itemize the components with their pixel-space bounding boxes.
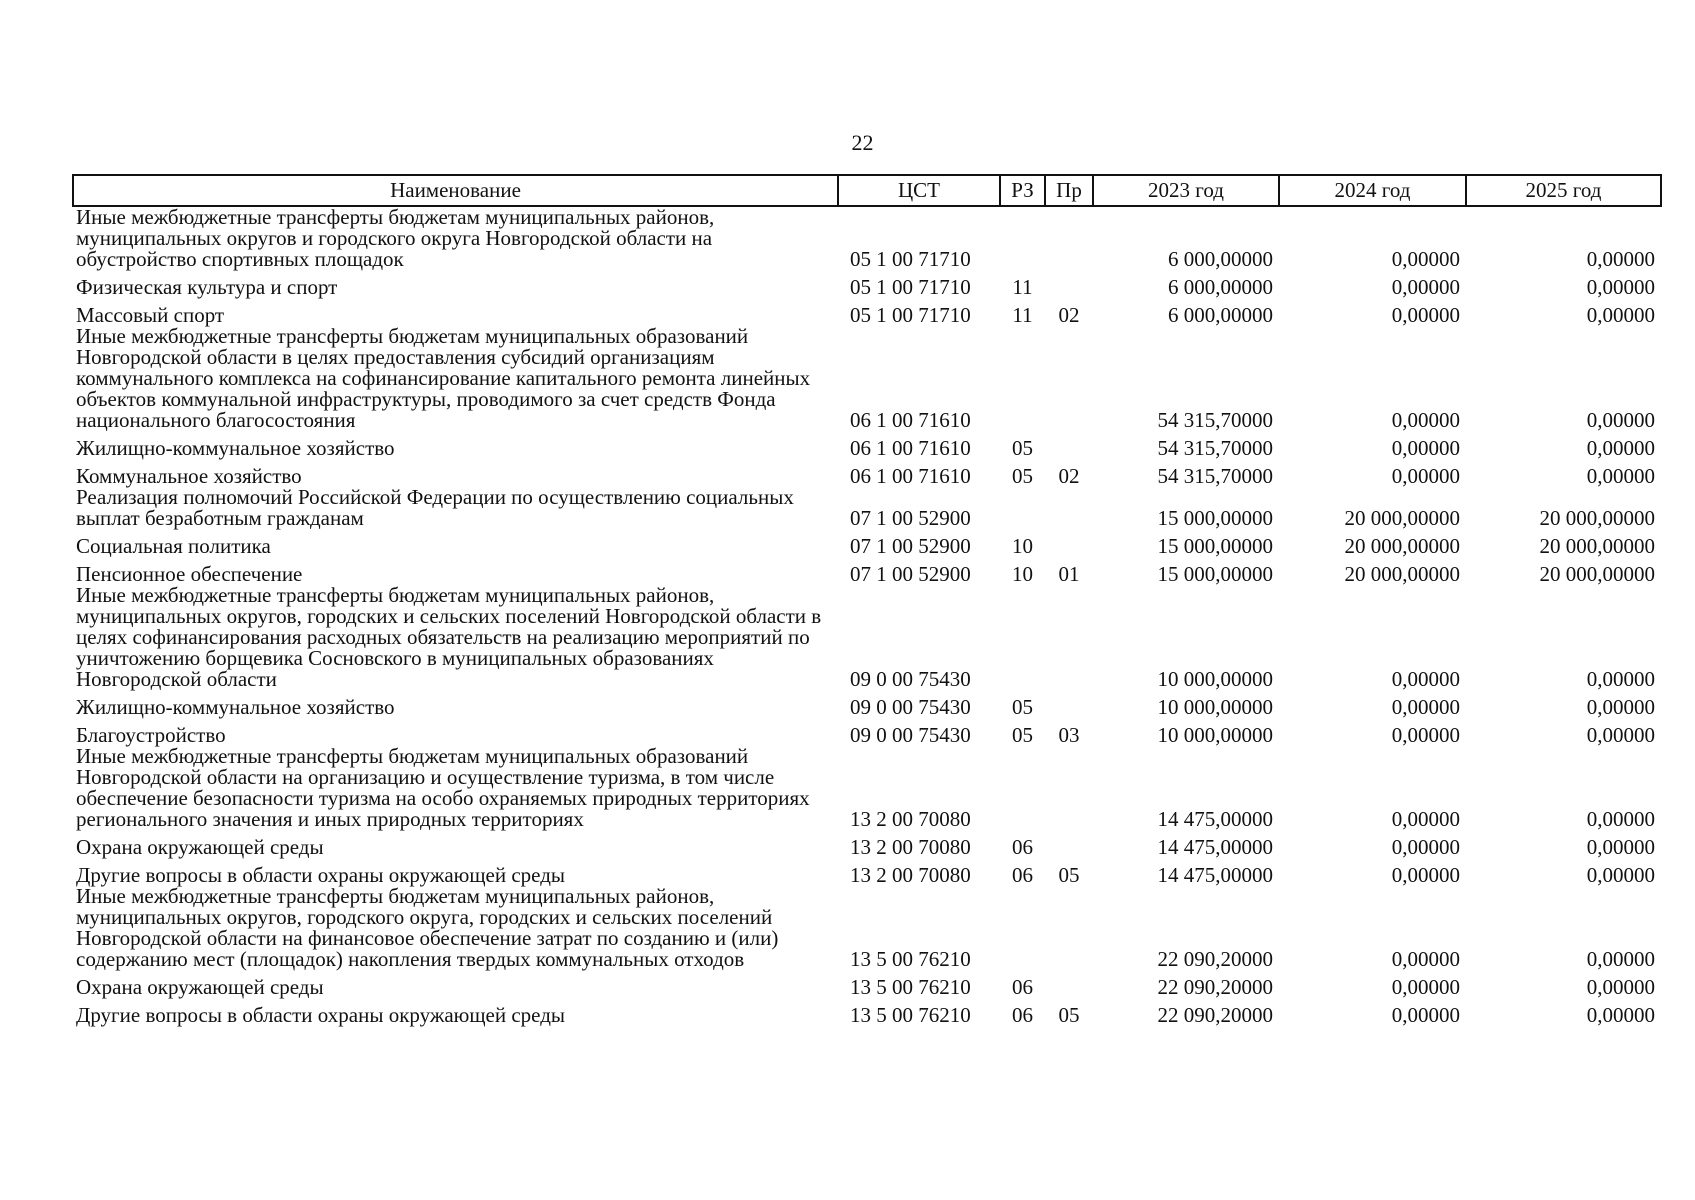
column-header-2024: 2024 год bbox=[1279, 175, 1466, 206]
table-row bbox=[73, 206, 1661, 270]
subsection-code: 03 bbox=[1058, 723, 1080, 747]
table-row bbox=[73, 557, 1661, 585]
subsection-code bbox=[1045, 529, 1093, 557]
amount-2023: 15 000,00000 bbox=[1157, 562, 1273, 586]
section-code: 05 bbox=[1012, 436, 1033, 460]
table-row bbox=[73, 431, 1661, 459]
subsection-code: 05 bbox=[1058, 863, 1080, 887]
item-name: Иные межбюджетные трансферты бюджетам муниципальных районов, муниципальных округов, городского округа, городских и сельских поселений Новгородской области на финансовое обеспечение затрат по созданию и (или) содержанию мест (площадок) накопления твердых коммунальных отходов bbox=[76, 884, 779, 971]
subsection-code bbox=[1045, 585, 1093, 690]
subsection-code bbox=[1045, 206, 1093, 270]
amount-2025: 0,00000 bbox=[1586, 303, 1655, 327]
target-article-code: 07 1 00 52900 bbox=[850, 534, 971, 558]
subsection-code bbox=[1045, 326, 1093, 431]
amount-2023: 10 000,00000 bbox=[1157, 667, 1273, 691]
column-header-rz: РЗ bbox=[1000, 175, 1045, 206]
column-header-name: Наименование bbox=[73, 175, 838, 206]
target-article-code: 05 1 00 71710 bbox=[850, 247, 971, 271]
amount-2025: 0,00000 bbox=[1586, 247, 1655, 271]
amount-2025: 20 000,00000 bbox=[1539, 506, 1655, 530]
item-name: Реализация полномочий Российской Федерации по осуществлению социальных выплат безработным гражданам bbox=[76, 485, 794, 530]
amount-2024: 0,00000 bbox=[1391, 807, 1460, 831]
table-body bbox=[73, 206, 1661, 1026]
column-header-2025: 2025 год bbox=[1466, 175, 1661, 206]
table-row bbox=[73, 718, 1661, 746]
table-row bbox=[73, 970, 1661, 998]
amount-2025: 0,00000 bbox=[1586, 723, 1655, 747]
amount-2024: 0,00000 bbox=[1391, 975, 1460, 999]
section-code: 05 bbox=[1012, 695, 1033, 719]
table-row bbox=[73, 326, 1661, 431]
section-code bbox=[1000, 326, 1045, 431]
item-name: Иные межбюджетные трансферты бюджетам муниципальных образований Новгородской области в целях предоставления субсидий организациям коммунального комплекса на софинансирование капитального ремонта линейных объектов коммунальной инфраструктуры, проводимого за счет средств Фонда национального благосостояния bbox=[76, 324, 811, 432]
amount-2023: 6 000,00000 bbox=[1168, 303, 1273, 327]
amount-2023: 22 090,20000 bbox=[1157, 975, 1273, 999]
table-header-row bbox=[73, 175, 1661, 206]
section-code: 11 bbox=[1012, 275, 1033, 299]
amount-2025: 0,00000 bbox=[1586, 695, 1655, 719]
amount-2025: 20 000,00000 bbox=[1539, 534, 1655, 558]
amount-2023: 6 000,00000 bbox=[1168, 247, 1273, 271]
amount-2025: 0,00000 bbox=[1586, 947, 1655, 971]
target-article-code: 09 0 00 75430 bbox=[850, 695, 971, 719]
section-code: 06 bbox=[1012, 1003, 1033, 1027]
item-name: Другие вопросы в области охраны окружающей среды bbox=[76, 863, 565, 887]
amount-2025: 0,00000 bbox=[1586, 835, 1655, 859]
amount-2025: 0,00000 bbox=[1586, 975, 1655, 999]
item-name: Иные межбюджетные трансферты бюджетам муниципальных районов, муниципальных округов и городского округа Новгородской области на обустройство спортивных площадок bbox=[76, 205, 715, 271]
item-name: Иные межбюджетные трансферты бюджетам муниципальных образований Новгородской области на организацию и осуществление туризма, в том числе обеспечение безопасности туризма на особо охраняемых природных территориях регионального значения и иных природных территориях bbox=[76, 744, 810, 831]
table-row bbox=[73, 585, 1661, 690]
item-name: Социальная политика bbox=[76, 534, 271, 558]
section-code bbox=[1000, 487, 1045, 529]
target-article-code: 06 1 00 71610 bbox=[850, 408, 971, 432]
amount-2023: 54 315,70000 bbox=[1157, 408, 1273, 432]
target-article-code: 05 1 00 71710 bbox=[850, 303, 971, 327]
item-name: Массовый спорт bbox=[76, 303, 225, 327]
amount-2025: 0,00000 bbox=[1586, 408, 1655, 432]
amount-2024: 0,00000 bbox=[1391, 947, 1460, 971]
amount-2024: 0,00000 bbox=[1391, 247, 1460, 271]
item-name: Благоустройство bbox=[76, 723, 226, 747]
budget-table bbox=[72, 174, 1662, 1026]
table-row bbox=[73, 298, 1661, 326]
section-code: 05 bbox=[1012, 464, 1033, 488]
amount-2023: 10 000,00000 bbox=[1157, 695, 1273, 719]
section-code bbox=[1000, 585, 1045, 690]
item-name: Иные межбюджетные трансферты бюджетам муниципальных районов, муниципальных округов, городских и сельских поселений Новгородской области в целях софинансирования расходных обязательств на реализацию мероприятий по уничтожению борщевика Сосновского в муниципальных образованиях Новгородской области bbox=[76, 583, 822, 691]
amount-2023: 15 000,00000 bbox=[1157, 506, 1273, 530]
target-article-code: 05 1 00 71710 bbox=[850, 275, 971, 299]
amount-2024: 0,00000 bbox=[1391, 408, 1460, 432]
table-row bbox=[73, 830, 1661, 858]
section-code bbox=[1000, 746, 1045, 830]
section-code bbox=[1000, 886, 1045, 970]
subsection-code bbox=[1045, 270, 1093, 298]
amount-2023: 10 000,00000 bbox=[1157, 723, 1273, 747]
amount-2025: 0,00000 bbox=[1586, 436, 1655, 460]
target-article-code: 09 0 00 75430 bbox=[850, 667, 971, 691]
item-name: Охрана окружающей среды bbox=[76, 975, 324, 999]
amount-2023: 54 315,70000 bbox=[1157, 464, 1273, 488]
section-code: 10 bbox=[1012, 562, 1033, 586]
item-name: Жилищно-коммунальное хозяйство bbox=[76, 695, 395, 719]
amount-2024: 0,00000 bbox=[1391, 1003, 1460, 1027]
item-name: Коммунальное хозяйство bbox=[76, 464, 302, 488]
table-row bbox=[73, 529, 1661, 557]
amount-2023: 15 000,00000 bbox=[1157, 534, 1273, 558]
amount-2023: 14 475,00000 bbox=[1157, 835, 1273, 859]
amount-2024: 0,00000 bbox=[1391, 275, 1460, 299]
amount-2023: 14 475,00000 bbox=[1157, 807, 1273, 831]
target-article-code: 13 5 00 76210 bbox=[850, 975, 971, 999]
item-name: Охрана окружающей среды bbox=[76, 835, 324, 859]
subsection-code bbox=[1045, 431, 1093, 459]
amount-2024: 0,00000 bbox=[1391, 863, 1460, 887]
subsection-code bbox=[1045, 830, 1093, 858]
section-code: 05 bbox=[1012, 723, 1033, 747]
item-name: Физическая культура и спорт bbox=[76, 275, 338, 299]
subsection-code bbox=[1045, 886, 1093, 970]
amount-2023: 14 475,00000 bbox=[1157, 863, 1273, 887]
section-code: 06 bbox=[1012, 835, 1033, 859]
target-article-code: 13 2 00 70080 bbox=[850, 863, 971, 887]
target-article-code: 13 2 00 70080 bbox=[850, 835, 971, 859]
amount-2024: 0,00000 bbox=[1391, 695, 1460, 719]
amount-2024: 20 000,00000 bbox=[1344, 534, 1460, 558]
subsection-code bbox=[1045, 746, 1093, 830]
amount-2024: 0,00000 bbox=[1391, 667, 1460, 691]
target-article-code: 06 1 00 71610 bbox=[850, 464, 971, 488]
table-row bbox=[73, 746, 1661, 830]
subsection-code: 05 bbox=[1058, 1003, 1080, 1027]
table-row bbox=[73, 487, 1661, 529]
target-article-code: 07 1 00 52900 bbox=[850, 562, 971, 586]
section-code bbox=[1000, 206, 1045, 270]
amount-2025: 0,00000 bbox=[1586, 667, 1655, 691]
amount-2024: 20 000,00000 bbox=[1344, 506, 1460, 530]
amount-2025: 0,00000 bbox=[1586, 863, 1655, 887]
table-row bbox=[73, 270, 1661, 298]
column-header-2023: 2023 год bbox=[1093, 175, 1279, 206]
target-article-code: 09 0 00 75430 bbox=[850, 723, 971, 747]
target-article-code: 06 1 00 71610 bbox=[850, 436, 971, 460]
amount-2023: 22 090,20000 bbox=[1157, 1003, 1273, 1027]
amount-2024: 0,00000 bbox=[1391, 303, 1460, 327]
subsection-code bbox=[1045, 970, 1093, 998]
subsection-code: 01 bbox=[1058, 562, 1080, 586]
table-row bbox=[73, 858, 1661, 886]
section-code: 06 bbox=[1012, 975, 1033, 999]
subsection-code bbox=[1045, 690, 1093, 718]
subsection-code bbox=[1045, 487, 1093, 529]
subsection-code: 02 bbox=[1058, 303, 1080, 327]
subsection-code: 02 bbox=[1058, 464, 1080, 488]
section-code: 11 bbox=[1012, 303, 1033, 327]
table-row bbox=[73, 886, 1661, 970]
target-article-code: 13 2 00 70080 bbox=[850, 807, 971, 831]
target-article-code: 13 5 00 76210 bbox=[850, 1003, 971, 1027]
amount-2025: 0,00000 bbox=[1586, 807, 1655, 831]
page-number: 22 bbox=[851, 130, 874, 155]
amount-2025: 0,00000 bbox=[1586, 464, 1655, 488]
section-code: 06 bbox=[1012, 863, 1033, 887]
table-row bbox=[73, 998, 1661, 1026]
column-header-cst: ЦСТ bbox=[838, 175, 1000, 206]
amount-2023: 6 000,00000 bbox=[1168, 275, 1273, 299]
item-name: Пенсионное обеспечение bbox=[76, 562, 303, 586]
column-header-pr: Пр bbox=[1045, 175, 1093, 206]
item-name: Другие вопросы в области охраны окружающей среды bbox=[76, 1003, 565, 1027]
amount-2024: 0,00000 bbox=[1391, 436, 1460, 460]
amount-2023: 22 090,20000 bbox=[1157, 947, 1273, 971]
amount-2025: 0,00000 bbox=[1586, 275, 1655, 299]
amount-2024: 0,00000 bbox=[1391, 835, 1460, 859]
section-code: 10 bbox=[1012, 534, 1033, 558]
table-row bbox=[73, 459, 1661, 487]
item-name: Жилищно-коммунальное хозяйство bbox=[76, 436, 395, 460]
target-article-code: 07 1 00 52900 bbox=[850, 506, 971, 530]
amount-2024: 0,00000 bbox=[1391, 723, 1460, 747]
amount-2024: 20 000,00000 bbox=[1344, 562, 1460, 586]
amount-2023: 54 315,70000 bbox=[1157, 436, 1273, 460]
amount-2025: 20 000,00000 bbox=[1539, 562, 1655, 586]
table-row bbox=[73, 690, 1661, 718]
amount-2024: 0,00000 bbox=[1391, 464, 1460, 488]
amount-2025: 0,00000 bbox=[1586, 1003, 1655, 1027]
target-article-code: 13 5 00 76210 bbox=[850, 947, 971, 971]
